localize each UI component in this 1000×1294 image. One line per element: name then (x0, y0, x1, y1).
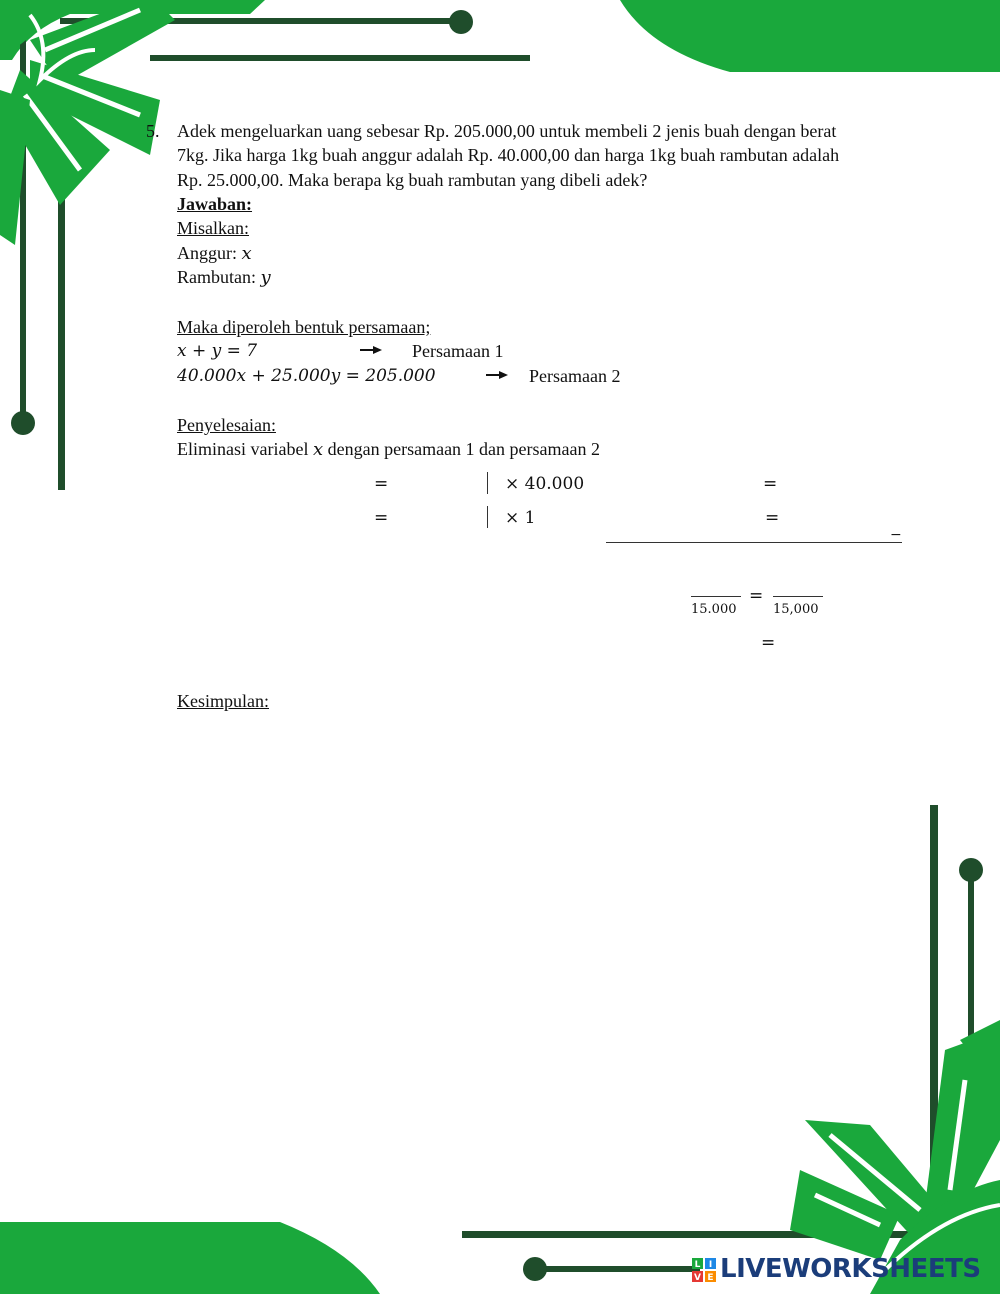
grape-definition (177, 242, 252, 265)
row1-equals-right: = (763, 474, 778, 494)
rambutan-label: Rambutan: (177, 267, 261, 287)
final-equals: = (761, 633, 776, 653)
question-line-2: 7kg. Jika harga 1kg buah anggur adalah Rp. 40.000,00 dan harga 1kg buah rambutan adalah (177, 145, 840, 165)
logo-letter-l: L (694, 1260, 701, 1270)
row2-multiplier: × 1 (505, 508, 536, 528)
equation-1: x + y = 7 (177, 341, 258, 361)
equation-2-label: Persamaan 2 (529, 366, 621, 386)
fraction-left-denominator: 15.000 (691, 602, 737, 617)
solution-text (177, 438, 600, 461)
row1-equals: = (374, 474, 389, 494)
equation-1-label: Persamaan 1 (412, 341, 504, 361)
conclusion-label: Kesimpulan: (177, 691, 269, 711)
row1-multiplier: × 40.000 (505, 474, 585, 494)
logo-letter-i: I (708, 1260, 713, 1270)
logo-letter-v: V (694, 1273, 701, 1282)
bottom-left-green-shape (0, 1222, 380, 1294)
liveworksheets-logo-icon (692, 1258, 716, 1282)
subtraction-line (606, 542, 902, 543)
solution-label: Penyelesaian: (177, 415, 276, 435)
liveworksheets-brand[interactable]: LIVEWORKSHEETS (720, 1254, 981, 1284)
rambutan-definition (177, 266, 271, 289)
solution-text-b: dengan persamaan 1 dan persamaan 2 (323, 439, 601, 459)
answer-heading: Jawaban: (177, 194, 253, 214)
top-right-green-shape (620, 0, 1000, 72)
row2-separator (487, 506, 488, 528)
bottom-right-ornament (462, 805, 1000, 1294)
row2-equals-right: = (765, 508, 780, 528)
minus-sign: − (890, 527, 902, 543)
solution-text-a: Eliminasi variabel (177, 439, 313, 459)
fraction-left-bar (691, 596, 741, 597)
question-line-1: Adek mengeluarkan uang sebesar Rp. 205.000,00 untuk membeli 2 jenis buah dengan berat (177, 121, 837, 141)
equation-intro: Maka diperoleh bentuk persamaan; (177, 317, 431, 337)
let-label: Misalkan: (177, 218, 249, 238)
solution-variable: x (312, 439, 324, 460)
row2-equals: = (374, 508, 389, 528)
equation-2: 40.000x + 25.000y = 205.000 (177, 366, 436, 386)
arrow-right-icon (486, 371, 508, 379)
row1-separator (487, 472, 488, 494)
grape-variable: x (241, 243, 252, 264)
fraction-right-denominator: 15,000 (773, 602, 819, 617)
arrow-right-icon (360, 346, 382, 354)
rambutan-variable: y (260, 267, 271, 288)
fraction-right-bar (773, 596, 823, 597)
grape-label: Anggur: (177, 243, 242, 263)
fraction-equals: = (749, 586, 764, 606)
question-line-3: Rp. 25.000,00. Maka berapa kg buah rambutan yang dibeli adek? (177, 170, 648, 190)
question-number: 5. (146, 121, 160, 141)
logo-letter-e: E (707, 1273, 714, 1282)
